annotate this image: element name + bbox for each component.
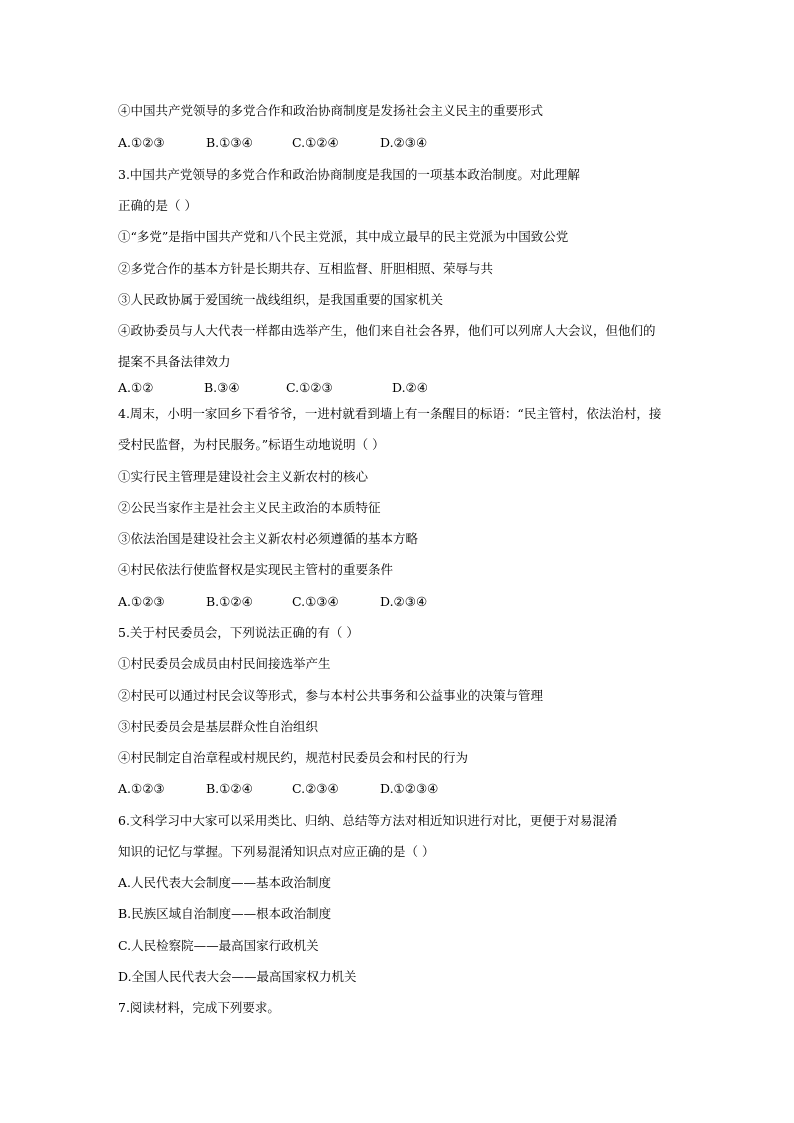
- q3-statement-4-line-1: ④政协委员与人大代表一样都由选举产生，他们来自社会各界，他们可以列席人大会议，但他们的: [118, 323, 656, 338]
- q4-options: [118, 594, 678, 610]
- q3-option-d: D.②④: [392, 380, 428, 395]
- q2-option-c: C.①②④: [292, 135, 339, 150]
- q4-statement-2: ②公民当家作主是社会主义民主政治的本质特征: [118, 500, 381, 515]
- q3-option-a: A.①②: [118, 380, 154, 395]
- q3-options: [118, 380, 678, 396]
- q5-options: [118, 781, 678, 797]
- q5-option-b: B.①②④: [206, 781, 253, 796]
- q5-option-a: A.①②③: [118, 781, 165, 796]
- q7-stem: 7.阅读材料，完成下列要求。: [118, 1000, 280, 1015]
- q4-option-c: C.①③④: [292, 594, 339, 609]
- q5-option-c: C.②③④: [292, 781, 339, 796]
- q6-stem-line-1: 6.文科学习中大家可以采用类比、归纳、总结等方法对相近知识进行对比，更便于对易混淆: [118, 813, 618, 828]
- q6-stem-line-2: 知识的记忆与掌握。下列易混淆知识点对应正确的是（ ）: [118, 844, 435, 859]
- q2-options: [118, 135, 678, 151]
- q3-option-b: B.③④: [204, 380, 240, 395]
- q6-option-d: D.全国人民代表大会——最高国家权力机关: [118, 969, 357, 984]
- q4-statement-1: ①实行民主管理是建设社会主义新农村的核心: [118, 469, 369, 484]
- q4-statement-4: ④村民依法行使监督权是实现民主管村的重要条件: [118, 562, 394, 577]
- q3-statement-3: ③人民政协属于爱国统一战线组织，是我国重要的国家机关: [118, 292, 444, 307]
- q6-option-b: B.民族区域自治制度——根本政治制度: [118, 906, 332, 921]
- q4-stem-line-2: 受村民监督，为村民服务。”标语生动地说明（ ）: [118, 437, 385, 452]
- q4-statement-3: ③依法治国是建设社会主义新农村必须遵循的基本方略: [118, 531, 419, 546]
- q6-option-a: A.人民代表大会制度——基本政治制度: [118, 875, 332, 890]
- q6-option-c: C.人民检察院——最高国家行政机关: [118, 938, 319, 953]
- q2-statement-4: ④中国共产党领导的多党合作和政治协商制度是发扬社会主义民主的重要形式: [118, 103, 544, 118]
- q5-statement-2: ②村民可以通过村民会议等形式，参与本村公共事务和公益事业的决策与管理: [118, 688, 544, 703]
- q2-option-d: D.②③④: [380, 135, 428, 150]
- q5-statement-3: ③村民委员会是基层群众性自治组织: [118, 719, 319, 734]
- q3-option-c: C.①②③: [286, 380, 333, 395]
- q3-stem-line-2: 正确的是（ ）: [118, 198, 197, 213]
- q3-stem-line-1: 3.中国共产党领导的多党合作和政治协商制度是我国的一项基本政治制度。对此理解: [118, 167, 580, 182]
- q3-statement-4-line-2: 提案不具备法律效力: [118, 354, 231, 369]
- q3-statement-1: ①“多党”是指中国共产党和八个民主党派，其中成立最早的民主党派为中国致公党: [118, 229, 569, 244]
- q4-option-b: B.①②④: [206, 594, 253, 609]
- q3-statement-2: ②多党合作的基本方针是长期共存、互相监督、肝胆相照、荣辱与共: [118, 261, 494, 276]
- q4-option-a: A.①②③: [118, 594, 165, 609]
- q4-option-d: D.②③④: [380, 594, 428, 609]
- q5-statement-1: ①村民委员会成员由村民间接选举产生: [118, 656, 331, 671]
- q2-option-a: A.①②③: [118, 135, 165, 150]
- q5-statement-4: ④村民制定自治章程或村规民约，规范村民委员会和村民的行为: [118, 750, 469, 765]
- q5-option-d: D.①②③④: [380, 781, 439, 796]
- q2-option-b: B.①③④: [206, 135, 253, 150]
- q5-stem: 5.关于村民委员会，下列说法正确的有（ ）: [118, 625, 359, 640]
- q4-stem-line-1: 4.周末，小明一家回乡下看爷爷，一进村就看到墙上有一条醒目的标语：“民主管村，依法治村，接: [118, 406, 662, 421]
